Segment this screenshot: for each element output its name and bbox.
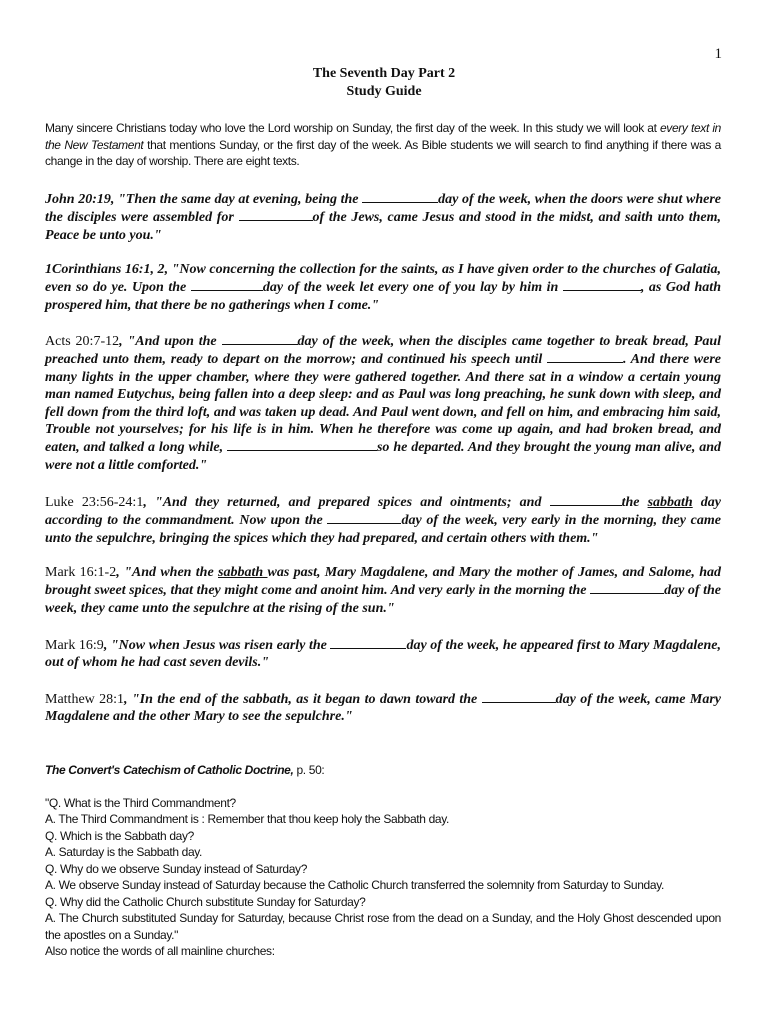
underlined-word: sabbath [218, 565, 268, 580]
catechism-book-title: The Convert's Catechism of Catholic Doctrine, [45, 763, 294, 777]
catechism-line: Q. Which is the Sabbath day? [45, 828, 194, 843]
fill-in-blank [590, 581, 664, 594]
verse-luke-23-56-24-1: Luke 23:56-24:1, "And they returned, and prepared spices and ointments; and the sabbath day according to the commandment. Now upon the day of the week, very early in the morning, they came unto the sepulchre, bringing the spices which they had prepared, and certain others with them." [45, 495, 722, 546]
fill-in-blank [547, 350, 623, 363]
catechism-heading [45, 762, 721, 779]
intro-text-a: Many sincere Christians today who love the Lord worship on Sunday, the first day of the week. In this study we will look at [45, 121, 660, 135]
verse-mark-16-1-2: Mark 16:1-2, "And when the sabbath was past, Mary Magdalene, and Mary the mother of James, and Salome, had brought sweet spices, that they might come and anoint him. And very early in the morning the day of the week, they came unto the sepulchre at the rising of the sun." [45, 565, 722, 616]
catechism-line: Q. Why did the Catholic Church substitute Sunday for Saturday? [45, 894, 366, 909]
fill-in-blank [327, 511, 401, 524]
catechism-line: Q. Why do we observe Sunday instead of Saturday? [45, 861, 308, 876]
fill-in-blank [227, 438, 377, 451]
catechism-line: A. Saturday is the Sabbath day. [45, 845, 203, 859]
underlined-word: sabbath [647, 495, 693, 510]
page-number: 1 [714, 46, 722, 62]
verse-reference: Matthew 28:1 [45, 692, 125, 707]
fill-in-blank [362, 190, 438, 203]
verse-reference: Mark 16:9 [45, 638, 104, 653]
document-subtitle: Study Guide [346, 84, 422, 99]
catechism-line: A. The Third Commandment is : Remember that thou keep holy the Sabbath day. [45, 812, 449, 826]
catechism-line: A. The Church substituted Sunday for Saturday, because Christ rose from the dead on a Sunday, and the Holy Ghost descended upon the apostles on a Sunday." [45, 911, 721, 942]
fill-in-blank [563, 278, 641, 291]
fill-in-blank [330, 636, 406, 649]
catechism-line: "Q. What is the Third Commandment? [45, 795, 236, 810]
verse-1-corinthians-16-1-2: 1Corinthians 16:1, 2, "Now concerning the collection for the saints, as I have given order to the churches of Galatia, even so do ye. Upon the day of the week let every one of you lay by him in , as God hath prospered him, that there be no gatherings when I come." [45, 262, 721, 313]
fill-in-blank [550, 493, 622, 506]
document-title: The Seventh Day Part 2 [312, 66, 456, 81]
fill-in-blank [482, 690, 556, 703]
intro-paragraph [45, 120, 721, 170]
verse-acts-20-7-12: Acts 20:7-12, "And upon the day of the week, when the disciples came together to break bread, Paul preached unto them, ready to depart on the morrow; and continued his speech until . And there were many lights in the upper chamber, where they were gathered together. And there sat in a window a certain young man named Eutychus, being fallen into a deep sleep: and as Paul was long preaching, he sunk down with sleep, and fell down from the third loft, and was taken up dead. And Paul went down, and fell on him, and embracing him said, Trouble not yourselves; for his life is in him. When he therefore was come up again, and had broken bread, and eaten, and talked a long while, so he departed. And they brought the young man alive, and were not a little comforted." [45, 334, 721, 473]
fill-in-blank [239, 208, 313, 221]
verse-mark-16-9: Mark 16:9, "Now when Jesus was risen early the day of the week, he appeared first to Mary Magdalene, out of whom he had cast seven devils." [45, 638, 722, 671]
verse-reference: Luke 23:56-24:1 [45, 495, 144, 510]
catechism-page-ref: p. 50: [293, 763, 325, 777]
catechism-line: Also notice the words of all mainline churches: [45, 944, 275, 958]
verse-john-20-19: John 20:19, "Then the same day at evening, being the day of the week, when the doors were shut where the disciples were assembled for of the Jews, came Jesus and stood in the midst, and saith unto them, Peace be unto you." [45, 192, 721, 243]
verse-reference: 1Corinthians 16:1, 2 [45, 262, 165, 277]
verse-reference: John 20:19 [45, 192, 111, 207]
intro-text-b: that mentions Sunday, or the first day of the week. As Bible students we will search to find anything if there was a change in the day of worship. There are eight texts. [45, 137, 721, 169]
fill-in-blank [222, 332, 298, 345]
verse-reference: Mark 16:1-2 [45, 565, 117, 580]
intro-emphasis: every text in the New Testament [45, 121, 721, 152]
verse-matthew-28-1: Matthew 28:1, "In the end of the sabbath, as it began to dawn toward the day of the week, came Mary Magdalene and the other Mary to see the sepulchre." [45, 692, 721, 725]
fill-in-blank [191, 278, 263, 291]
verse-reference: Acts 20:7-12 [45, 334, 120, 349]
catechism-line: A. We observe Sunday instead of Saturday because the Catholic Church transferred the solemnity from Saturday to Sunday. [45, 878, 664, 892]
spacer [45, 779, 721, 795]
catechism-section [45, 762, 721, 960]
